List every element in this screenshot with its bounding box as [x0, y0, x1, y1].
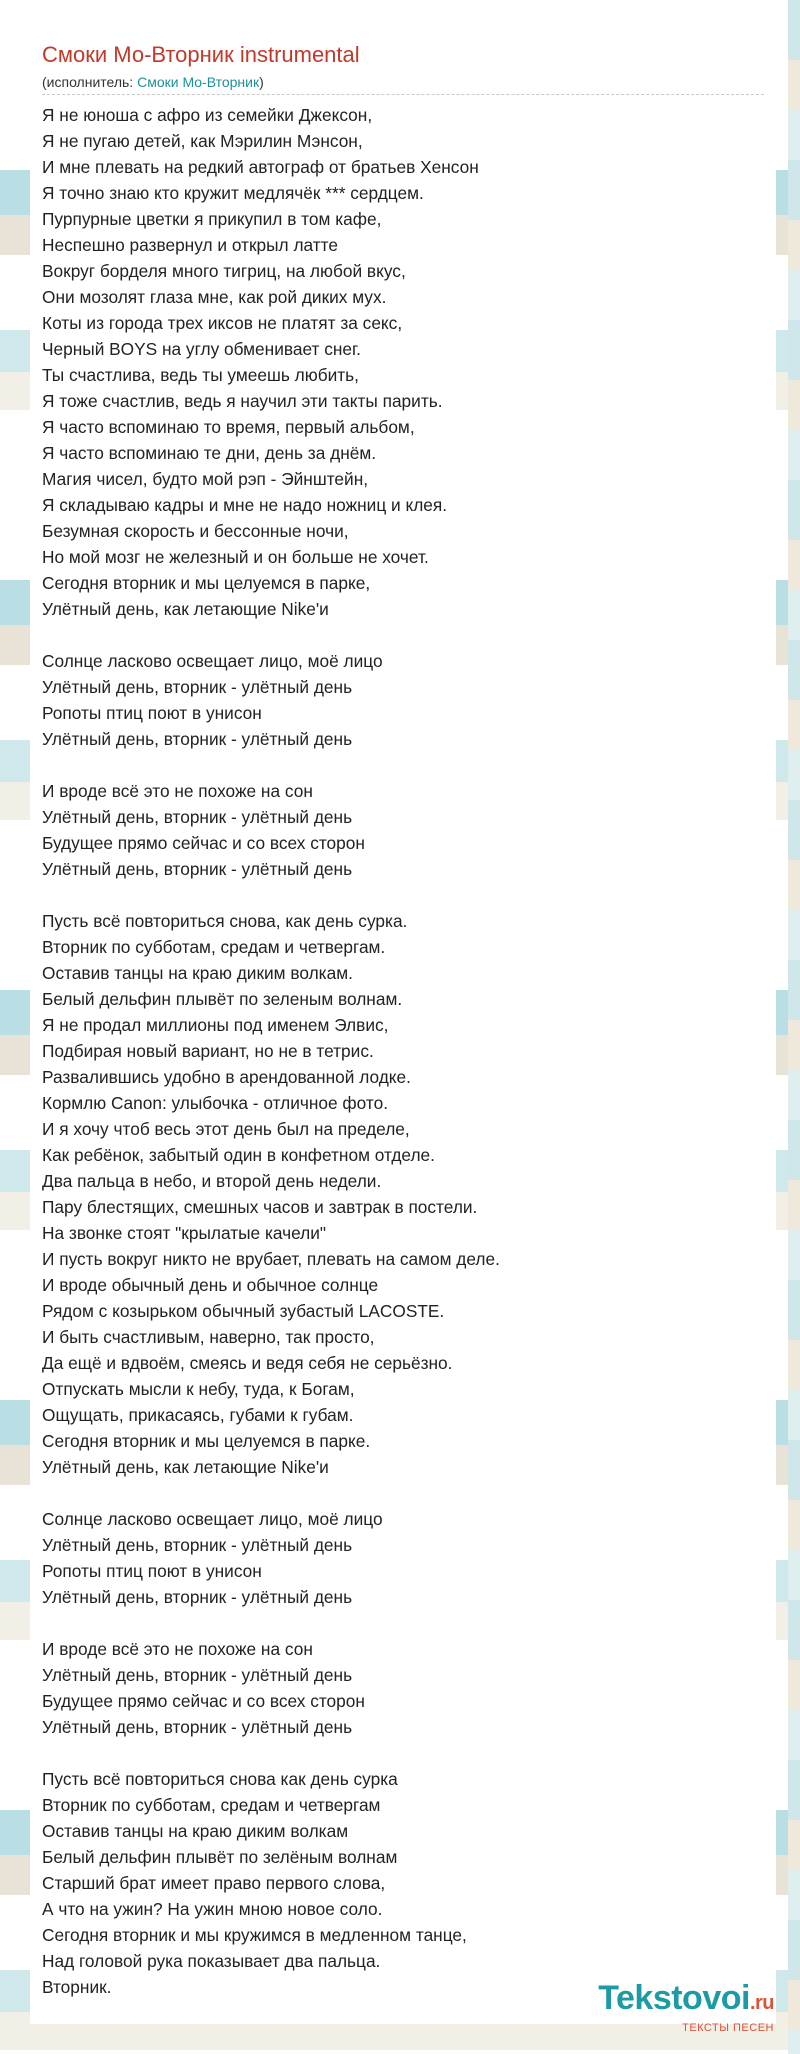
lyrics-line: Улётный день, как летающие Nike'и	[42, 599, 329, 619]
lyrics-line: И вроде всё это не похоже на сон	[42, 1639, 313, 1659]
lyrics-line: Оставив танцы на краю диким волкам	[42, 1821, 349, 1841]
lyrics-line: Я не пугаю детей, как Мэрилин Мэнсон,	[42, 131, 363, 151]
divider	[42, 94, 764, 95]
lyrics-line: А что на ужин? На ужин мною новое соло.	[42, 1899, 383, 1919]
lyrics-line: Будущее прямо сейчас и со всех сторон	[42, 1691, 365, 1711]
lyrics-line: Улётный день, как летающие Nike'и	[42, 1457, 329, 1477]
lyrics-line: Улётный день, вторник - улётный день	[42, 677, 353, 697]
lyrics-line: И вроде всё это не похоже на сон	[42, 781, 313, 801]
lyrics-line: Ропоты птиц поют в унисон	[42, 703, 262, 723]
lyrics-line: Улётный день, вторник - улётный день	[42, 1535, 353, 1555]
lyrics-blank-line	[42, 752, 762, 778]
lyrics-line: Я часто вспоминаю то время, первый альбом,	[42, 417, 415, 437]
logo-name: Tekstovoi	[598, 1979, 750, 2017]
lyrics-line: Я точно знаю кто кружит медлячёк *** сердцем.	[42, 183, 424, 203]
lyrics-line: Старший брат имеет право первого слова,	[42, 1873, 386, 1893]
artist-link[interactable]: Смоки Мо-Вторник	[137, 74, 260, 90]
artist-line	[42, 74, 264, 90]
lyrics-line: Они мозолят глаза мне, как рой диких мух.	[42, 287, 387, 307]
lyrics-line: Улётный день, вторник - улётный день	[42, 729, 353, 749]
lyrics-line: Кормлю Canon: улыбочка - отличное фото.	[42, 1093, 389, 1113]
lyrics-line: Да ещё и вдвоём, смеясь и ведя себя не серьёзно.	[42, 1353, 453, 1373]
lyrics-line: Пусть всё повториться снова, как день сурка.	[42, 911, 408, 931]
lyrics-line: Улётный день, вторник - улётный день	[42, 859, 353, 879]
site-logo[interactable]	[598, 1981, 774, 2034]
lyrics-line: И мне плевать на редкий автограф от братьев Хенсон	[42, 157, 479, 177]
lyrics-blank-line	[42, 1480, 762, 1506]
lyrics-line: Улётный день, вторник - улётный день	[42, 1587, 353, 1607]
lyrics-line: Я тоже счастлив, ведь я научил эти такты парить.	[42, 391, 443, 411]
lyrics-line: Белый дельфин плывёт по зелёным волнам	[42, 1847, 398, 1867]
lyrics-line: Развалившись удобно в арендованной лодке.	[42, 1067, 411, 1087]
lyrics-line: Коты из города трех иксов не платят за секс,	[42, 313, 403, 333]
lyrics-line: Черный BOYS на углу обменивает снег.	[42, 339, 361, 359]
lyrics-line: Как ребёнок, забытый один в конфетном отделе.	[42, 1145, 435, 1165]
lyrics-line: И я хочу чтоб весь этот день был на пределе,	[42, 1119, 410, 1139]
lyrics-line: Подбирая новый вариант, но не в тетрис.	[42, 1041, 374, 1061]
lyrics-line: Но мой мозг не железный и он больше не хочет.	[42, 547, 429, 567]
lyrics-line: Отпускать мысли к небу, туда, к Богам,	[42, 1379, 355, 1399]
lyrics-line: Пурпурные цветки я прикупил в том кафе,	[42, 209, 382, 229]
lyrics-line: И пусть вокруг никто не врубает, плевать на самом деле.	[42, 1249, 500, 1269]
lyrics-line: Будущее прямо сейчас и со всех сторон	[42, 833, 365, 853]
lyrics-line: Неспешно развернул и открыл латте	[42, 235, 339, 255]
lyrics-line: Я не продал миллионы под именем Элвис,	[42, 1015, 389, 1035]
lyrics-line: Белый дельфин плывёт по зеленым волнам.	[42, 989, 403, 1009]
lyrics-line: Рядом с козырьком обычный зубастый LACOSTE.	[42, 1301, 445, 1321]
lyrics-line: Улётный день, вторник - улётный день	[42, 807, 353, 827]
lyrics-line: Ропоты птиц поют в унисон	[42, 1561, 262, 1581]
artist-prefix: (исполнитель:	[42, 74, 138, 90]
lyrics-line: Вторник по субботам, средам и четвергам	[42, 1795, 381, 1815]
artist-suffix: )	[259, 74, 264, 90]
lyrics-blank-line	[42, 882, 762, 908]
logo-tld: .ru	[749, 1992, 774, 2014]
lyrics-line: Ты счастлива, ведь ты умеешь любить,	[42, 365, 359, 385]
lyrics-line: Сегодня вторник и мы кружимся в медленном танце,	[42, 1925, 467, 1945]
page-title: Смоки Мо-Вторник instrumental	[42, 42, 360, 67]
lyrics-line: Вокруг борделя много тигриц, на любой вкус,	[42, 261, 406, 281]
background-stripe	[788, 0, 800, 2054]
lyrics-line: Сегодня вторник и мы целуемся в парке,	[42, 573, 371, 593]
lyrics-line: Улётный день, вторник - улётный день	[42, 1717, 353, 1737]
lyrics-line: Ощущать, прикасаясь, губами к губам.	[42, 1405, 354, 1425]
lyrics-line: Над головой рука показывает два пальца.	[42, 1951, 381, 1971]
lyrics-line: Солнце ласково освещает лицо, моё лицо	[42, 1509, 383, 1529]
lyrics-blank-line	[42, 622, 762, 648]
lyrics-line: И вроде обычный день и обычное солнце	[42, 1275, 379, 1295]
lyrics-text	[42, 102, 762, 2000]
logo-wordmark	[598, 1981, 774, 2020]
lyrics-line: Улётный день, вторник - улётный день	[42, 1665, 353, 1685]
lyrics-line: Оставив танцы на краю диким волкам.	[42, 963, 353, 983]
lyrics-line: Я часто вспоминаю те дни, день за днём.	[42, 443, 377, 463]
lyrics-blank-line	[42, 1610, 762, 1636]
lyrics-line: Магия чисел, будто мой рэп - Эйнштейн,	[42, 469, 369, 489]
lyrics-line: Пару блестящих, смешных часов и завтрак в постели.	[42, 1197, 478, 1217]
lyrics-line: На звонке стоят "крылатые качели"	[42, 1223, 327, 1243]
lyrics-card	[30, 30, 776, 2024]
lyrics-line: Безумная скорость и бессонные ночи,	[42, 521, 349, 541]
logo-tagline: ТЕКСТЫ ПЕСЕН	[682, 2022, 774, 2034]
lyrics-blank-line	[42, 1740, 762, 1766]
lyrics-line: Я не юноша с афро из семейки Джексон,	[42, 105, 373, 125]
lyrics-line: И быть счастливым, наверно, так просто,	[42, 1327, 375, 1347]
lyrics-line: Вторник.	[42, 1977, 112, 1997]
lyrics-line: Я складываю кадры и мне не надо ножниц и клея.	[42, 495, 448, 515]
lyrics-line: Сегодня вторник и мы целуемся в парке.	[42, 1431, 371, 1451]
lyrics-line: Два пальца в небо, и второй день недели.	[42, 1171, 382, 1191]
lyrics-line: Солнце ласково освещает лицо, моё лицо	[42, 651, 383, 671]
lyrics-line: Пусть всё повториться снова как день сурка	[42, 1769, 398, 1789]
lyrics-line: Вторник по субботам, средам и четвергам.	[42, 937, 386, 957]
